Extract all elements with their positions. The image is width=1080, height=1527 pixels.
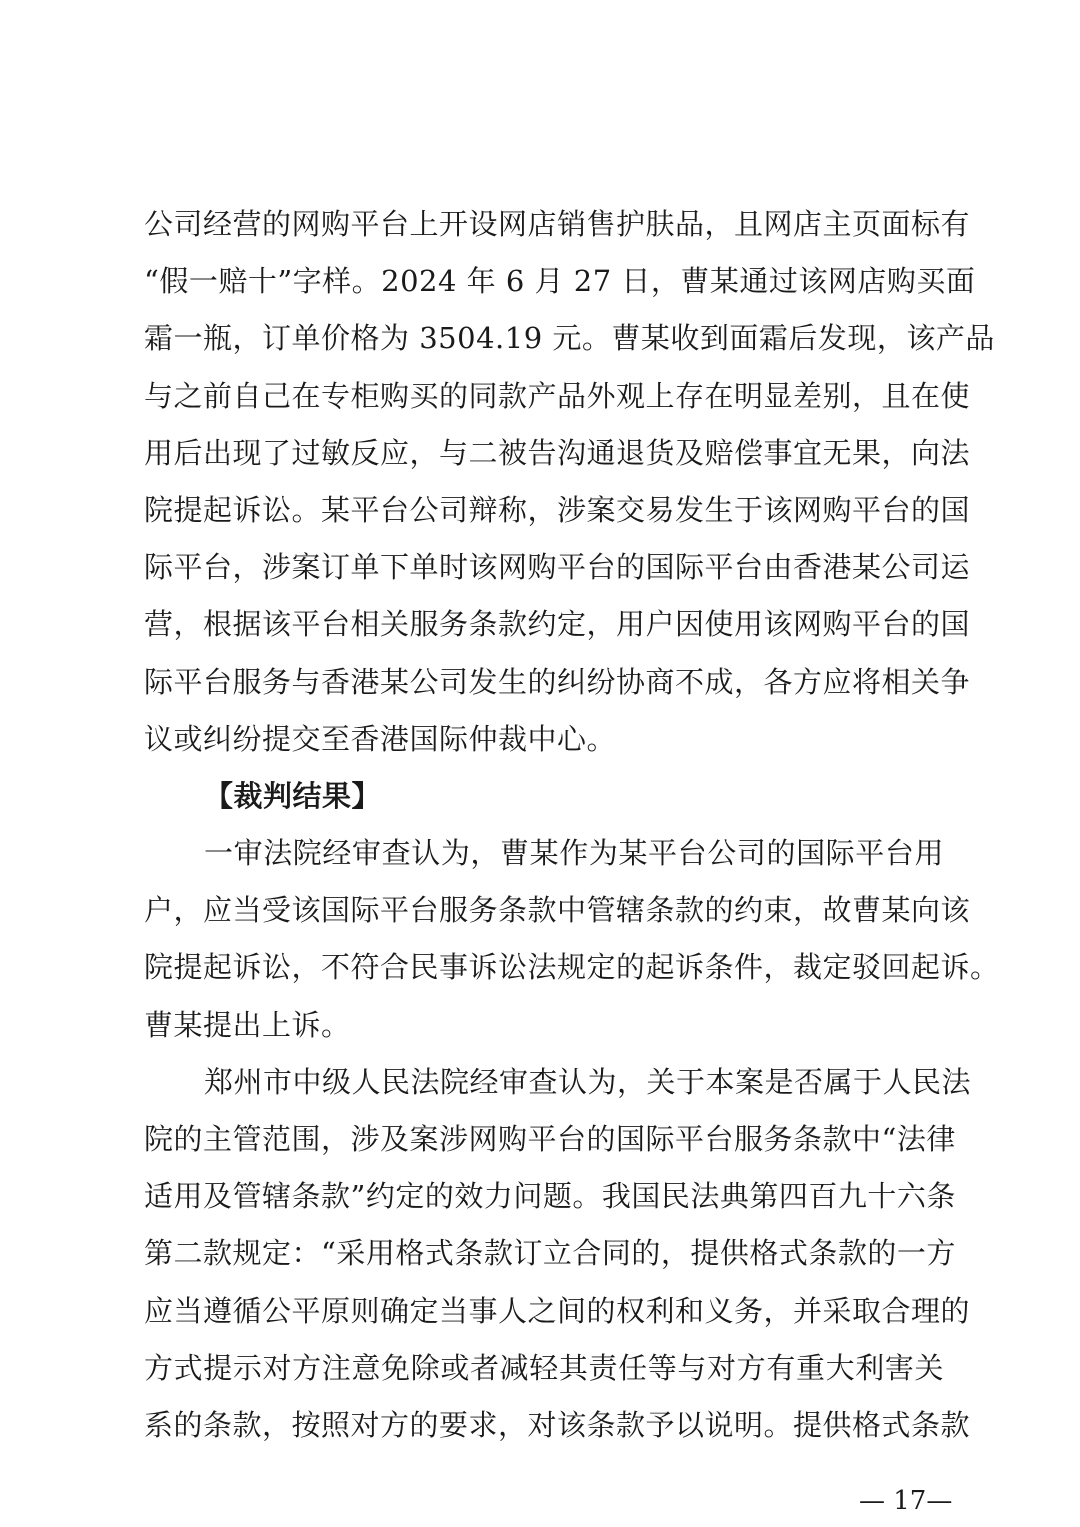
- text-line: 院提起诉讼。某平台公司辩称，涉案交易发生于该网购平台的国: [144, 492, 971, 527]
- text-line: 系的条款，按照对方的要求，对该条款予以说明。提供格式条款: [144, 1407, 971, 1442]
- text-line: 际平台，涉案订单下单时该网购平台的国际平台由香港某公司运: [144, 550, 971, 585]
- text-line: 用后出现了过敏反应，与二被告沟通退货及赔偿事宜无果，向法: [144, 435, 971, 470]
- text-line: 际平台服务与香港某公司发生的纠纷协商不成，各方应将相关争: [144, 664, 971, 699]
- text-line: 营，根据该平台相关服务条款约定，用户因使用该网购平台的国: [144, 607, 971, 642]
- text-line: 方式提示对方注意免除或者减轻其责任等与对方有重大利害关: [144, 1350, 944, 1385]
- text-line: 一审法院经审查认为，曹某作为某平台公司的国际平台用: [204, 836, 944, 871]
- text-line: 霜一瓶，订单价格为 3504.19 元。曹某收到面霜后发现，该产品: [144, 321, 995, 356]
- text-line: 公司经营的网购平台上开设网店销售护肤品，且网店主页面标有: [144, 207, 971, 241]
- text-line: 曹某提出上诉。: [144, 1007, 351, 1042]
- text-line: 郑州市中级人民法院经审查认为，关于本案是否属于人民法: [204, 1064, 972, 1099]
- text-line: 第二款规定：“采用格式条款订立合同的，提供格式条款的一方: [144, 1236, 956, 1271]
- text-line: 议或纠纷提交至香港国际仲裁中心。: [144, 721, 617, 756]
- page-number: — 17—: [859, 1486, 953, 1516]
- text-line: 户，应当受该国际平台服务条款中管辖条款的约束，故曹某向该: [144, 893, 971, 928]
- text-line: 院的主管范围，涉及案涉网购平台的国际平台服务条款中“法律: [144, 1122, 956, 1156]
- text-line: 应当遵循公平原则确定当事人之间的权利和义务，并采取合理的: [144, 1293, 971, 1328]
- text-line: 院提起诉讼，不符合民事诉讼法规定的起诉条件，裁定驳回起诉。: [144, 950, 1000, 985]
- document-body: [144, 196, 1000, 1454]
- text-line: 适用及管辖条款”约定的效力问题。我国民法典第四百九十六条: [144, 1179, 956, 1214]
- text-line: 与之前自己在专柜购买的同款产品外观上存在明显差别，且在使: [144, 378, 971, 413]
- section-heading: 【裁判结果】: [204, 778, 382, 813]
- text-line: “假一赔十”字样。2024 年 6 月 27 日，曹某通过该网店购买面: [144, 264, 976, 299]
